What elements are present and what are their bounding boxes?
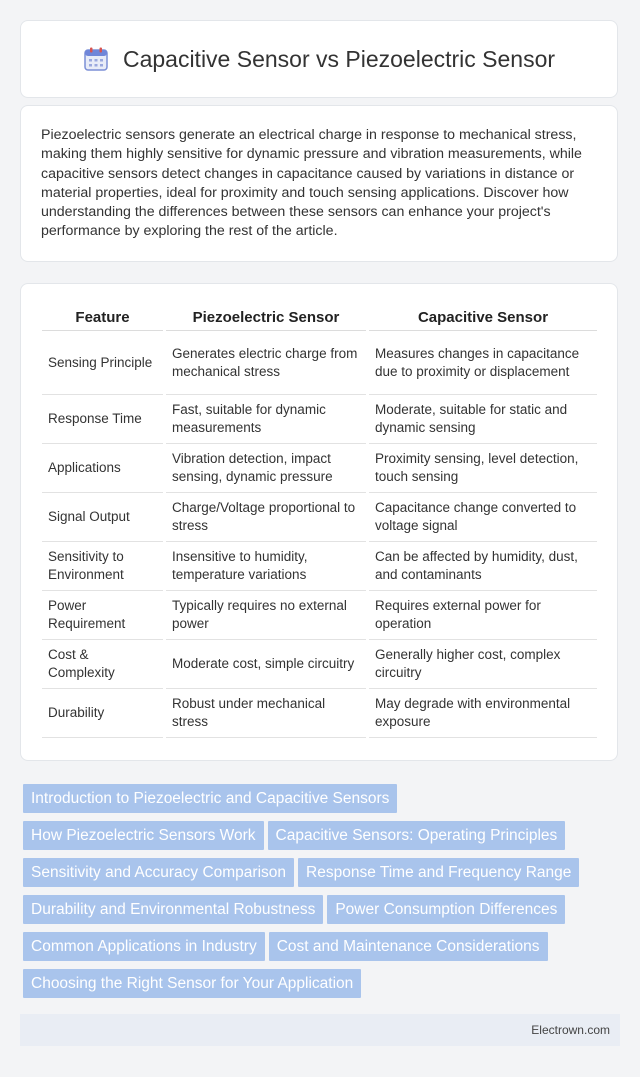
page-header [20,20,618,98]
value-cell: Requires external power for operation [369,591,597,640]
feature-cell: Cost & Complexity [42,640,163,689]
feature-cell: Applications [42,444,163,493]
value-cell: Typically requires no external power [166,591,366,640]
table-row [42,591,597,640]
value-cell: May degrade with environmental exposure [369,689,597,738]
feature-cell: Response Time [42,395,163,444]
feature-cell: Durability [42,689,163,738]
topic-link[interactable]: Power Consumption Differences [327,895,565,924]
value-cell: Robust under mechanical stress [166,689,366,738]
table-header: Piezoelectric Sensor [166,304,366,331]
intro-card [20,105,618,262]
table-row [42,689,597,738]
feature-cell: Power Requirement [42,591,163,640]
value-cell: Insensitive to humidity, temperature variations [166,542,366,591]
table-row [42,444,597,493]
value-cell: Generally higher cost, complex circuitry [369,640,597,689]
table-row [42,395,597,444]
topic-link[interactable]: Common Applications in Industry [23,932,265,961]
feature-cell: Signal Output [42,493,163,542]
value-cell: Moderate, suitable for static and dynamic sensing [369,395,597,444]
table-row [42,493,597,542]
page-title: Capacitive Sensor vs Piezoelectric Sensor [122,45,556,72]
value-cell: Measures changes in capacitance due to proximity or displacement [369,331,597,395]
topic-link[interactable]: Durability and Environmental Robustness [23,895,323,924]
table-row [42,542,597,591]
feature-cell: Sensitivity to Environment [42,542,163,591]
topic-link[interactable]: Sensitivity and Accuracy Comparison [23,858,294,887]
value-cell: Can be affected by humidity, dust, and contaminants [369,542,597,591]
value-cell: Generates electric charge from mechanical stress [166,331,366,395]
topic-link[interactable]: Cost and Maintenance Considerations [269,932,548,961]
value-cell: Charge/Voltage proportional to stress [166,493,366,542]
value-cell: Fast, suitable for dynamic measurements [166,395,366,444]
topic-link[interactable]: Response Time and Frequency Range [298,858,579,887]
comparison-table-card [20,283,618,761]
comparison-table [39,304,600,738]
value-cell: Capacitance change converted to voltage signal [369,493,597,542]
table-row [42,331,597,395]
topic-links [23,784,613,1006]
topic-link[interactable]: Introduction to Piezoelectric and Capacitive Sensors [23,784,397,813]
feature-cell: Sensing Principle [42,331,163,395]
calendar-icon [83,46,109,72]
topic-link[interactable]: Choosing the Right Sensor for Your Application [23,969,361,998]
topic-link[interactable]: Capacitive Sensors: Operating Principles [268,821,566,850]
table-row [42,640,597,689]
table-header-row [42,304,597,331]
value-cell: Proximity sensing, level detection, touch sensing [369,444,597,493]
footer-site-name: Electrown.com [531,1023,610,1037]
table-header: Capacitive Sensor [369,304,597,331]
value-cell: Vibration detection, impact sensing, dynamic pressure [166,444,366,493]
table-header: Feature [42,304,163,331]
topic-link[interactable]: How Piezoelectric Sensors Work [23,821,264,850]
footer [20,1014,620,1046]
intro-text: Piezoelectric sensors generate an electrical charge in response to mechanical stress, making them highly sensitive for dynamic pressure and vibration measurements, while capacitive sensors detect changes in capacitance caused by variations in distance or material properties, ideal for proximity and touch sensing applications. Discover how understanding the differences between these sensors can enhance your project's performance by exploring the rest of the article. [41,127,582,240]
value-cell: Moderate cost, simple circuitry [166,640,366,689]
